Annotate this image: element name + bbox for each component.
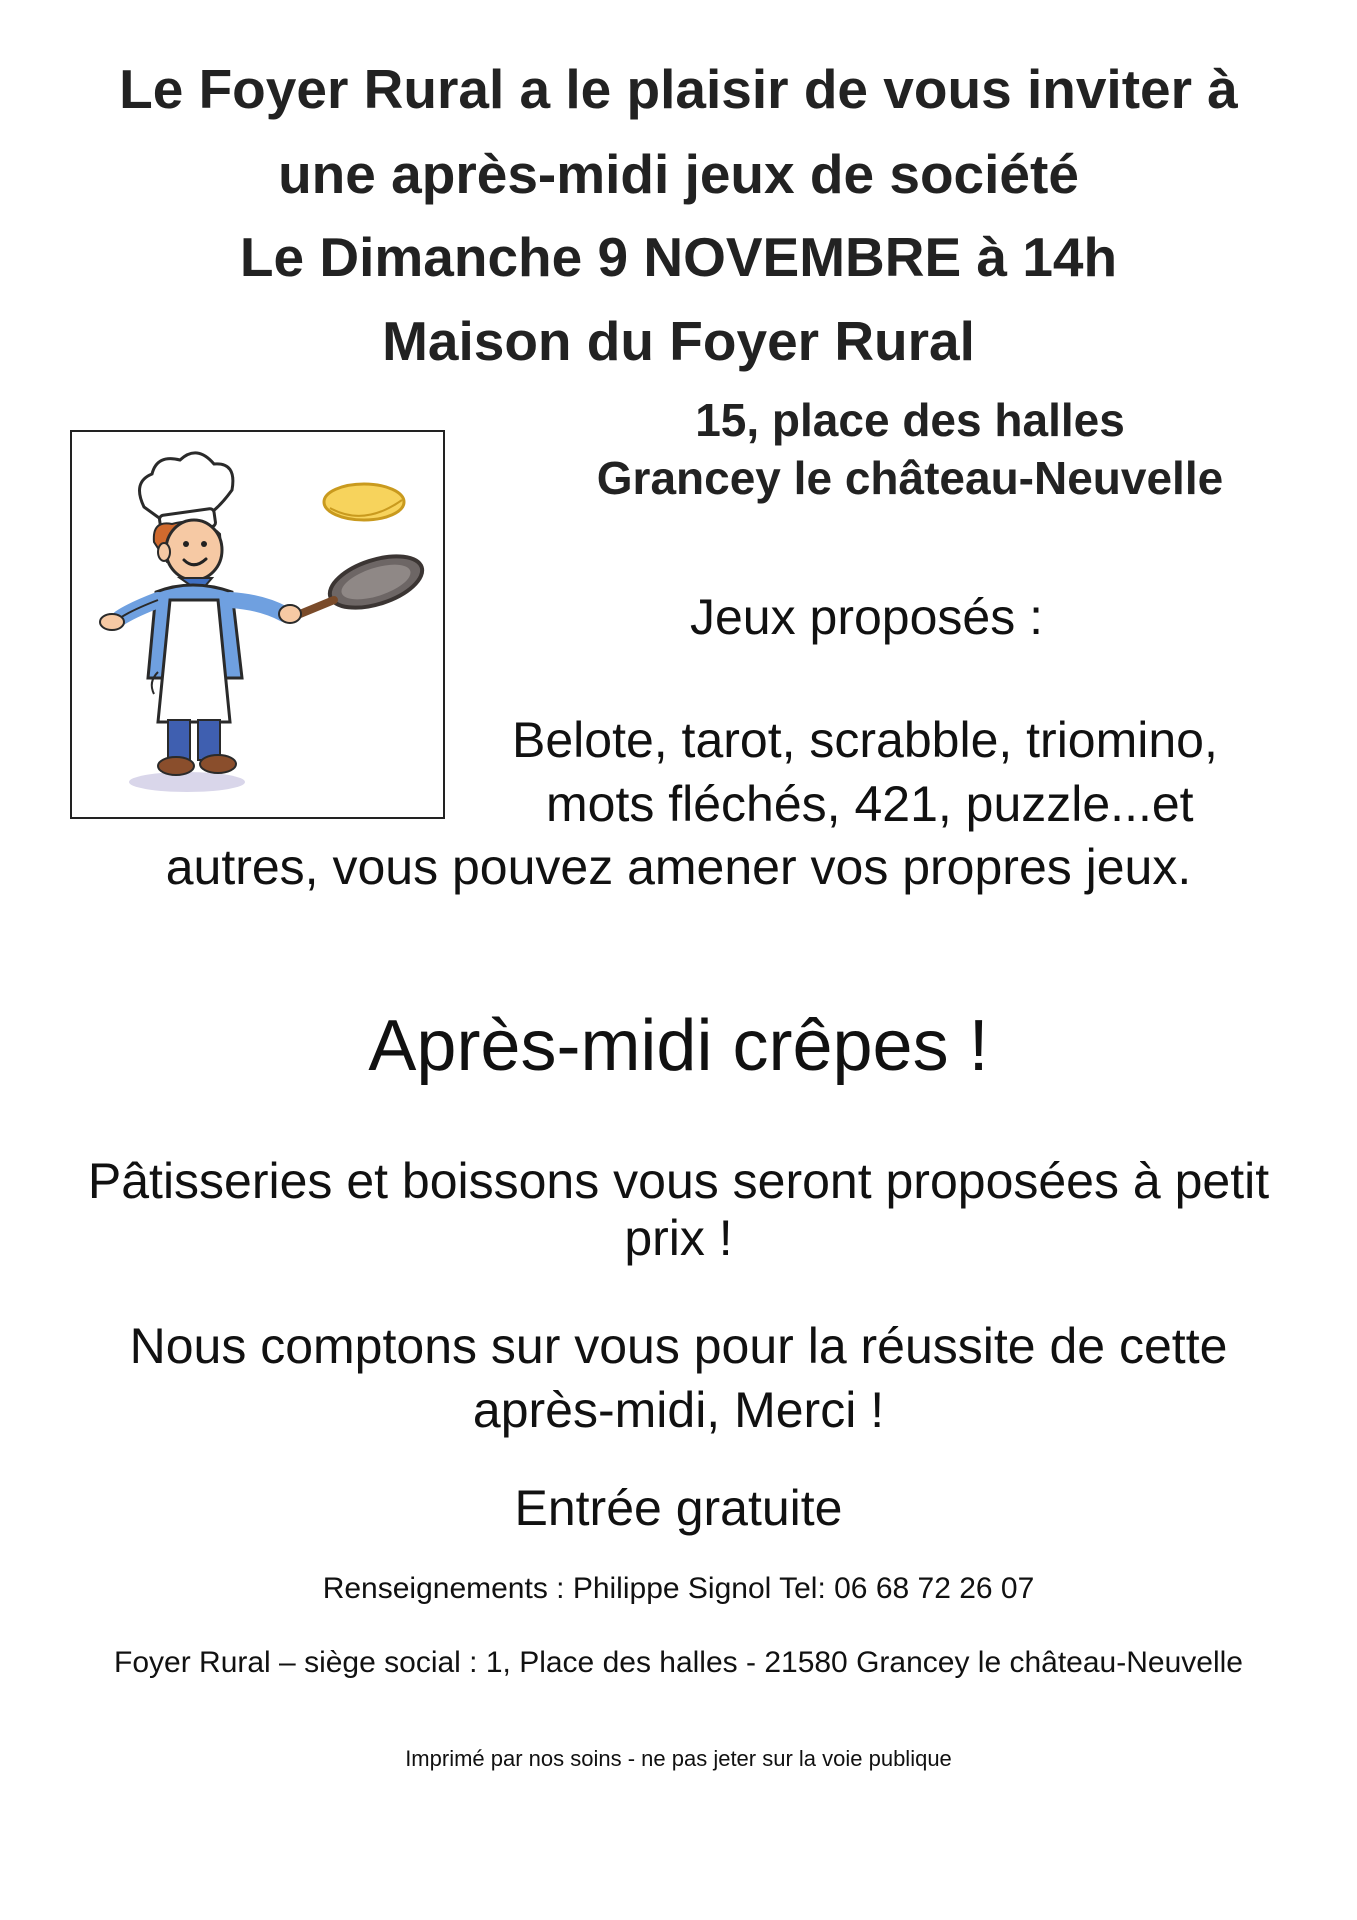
games-line-3: autres, vous pouvez amener vos propres jeux. bbox=[165, 839, 1192, 895]
thanks-line-1: Nous comptons sur vous pour la réussite de cette bbox=[129, 1318, 1228, 1374]
contact-info: Renseignements : Philippe Signol Tel: 06 68 72 26 07 bbox=[322, 1572, 1035, 1605]
header-line-2: une après-midi jeux de société bbox=[278, 143, 1079, 205]
event-date: Le Dimanche 9 NOVEMBRE à 14h bbox=[239, 226, 1118, 288]
address-town: Grancey le château-Neuvelle bbox=[596, 452, 1224, 504]
pastries-line-2: prix ! bbox=[624, 1210, 733, 1266]
illustration-frame bbox=[70, 430, 445, 819]
printed-note: Imprimé par nos soins - ne pas jeter sur la voie publique bbox=[405, 1746, 952, 1771]
entry-free: Entrée gratuite bbox=[514, 1480, 843, 1536]
header-line-1: Le Foyer Rural a le plaisir de vous inviter à bbox=[119, 58, 1238, 120]
pastries-line-1: Pâtisseries et boissons vous seront proposées à petit bbox=[87, 1153, 1270, 1209]
address-street: 15, place des halles bbox=[695, 394, 1125, 446]
chef-flipping-crepe-icon bbox=[72, 432, 443, 817]
venue-name: Maison du Foyer Rural bbox=[382, 310, 975, 372]
games-line-2: mots fléchés, 421, puzzle...et bbox=[546, 776, 1194, 832]
head-office: Foyer Rural – siège social : 1, Place des halles - 21580 Grancey le château-Neuvelle bbox=[114, 1646, 1243, 1679]
crepes-headline: Après-midi crêpes ! bbox=[368, 1006, 989, 1086]
games-line-1: Belote, tarot, scrabble, triomino, bbox=[512, 712, 1218, 768]
thanks-line-2: après-midi, Merci ! bbox=[472, 1382, 885, 1438]
games-title: Jeux proposés : bbox=[690, 589, 1043, 645]
